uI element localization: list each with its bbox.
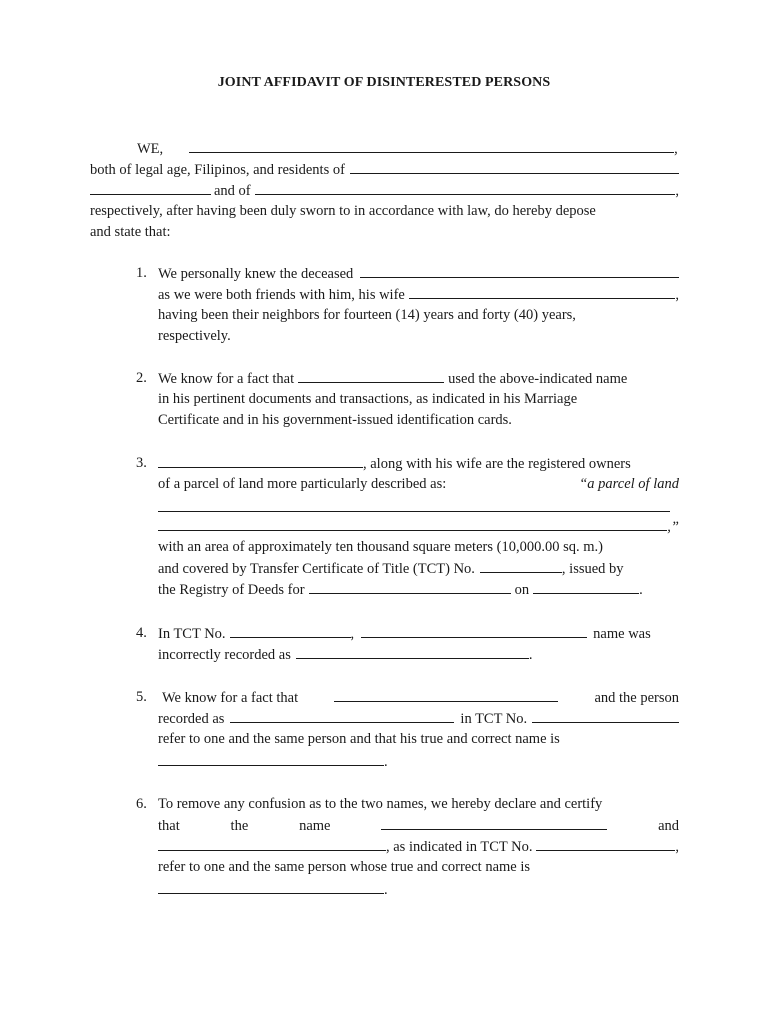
incorrect-name-blank[interactable] [296, 644, 529, 659]
we-label: WE, [137, 141, 164, 157]
and-word: and [658, 818, 679, 834]
deceased-text: We personally knew the deceased [158, 266, 354, 282]
in-tct-text: in TCT No. [460, 711, 528, 727]
certificate-text: Certificate and in his government-issued identification cards. [158, 412, 512, 428]
item-4-line-2 [158, 644, 679, 665]
name-was-text: name was [593, 626, 651, 642]
item-1-line-2 [158, 284, 679, 305]
area-text: with an area of approximately ten thousand square meters (10,000.00 sq. m.) [158, 539, 603, 555]
item-1-line-3 [158, 305, 679, 326]
registered-owners-text: , along with his wife are the registered owners [363, 456, 631, 472]
registry-location-blank[interactable] [309, 579, 511, 594]
intro-line-3 [90, 180, 679, 201]
residence-blank-1[interactable] [350, 159, 679, 174]
comma: , [675, 287, 679, 303]
recorded-name-blank[interactable] [361, 623, 587, 638]
item-3-line-1 [158, 453, 679, 474]
tct-number-blank-2[interactable] [230, 623, 351, 638]
documents-text: in his pertinent documents and transactions, as indicated in his Marriage [158, 391, 578, 407]
state-text: and state that: [90, 224, 171, 240]
intro-line-2 [90, 159, 679, 180]
respectively-text: respectively. [158, 328, 231, 344]
know-fact-text: We know for a fact that [158, 371, 295, 387]
the-word: the [230, 818, 249, 834]
second-name-blank[interactable] [158, 836, 386, 851]
item-1-line-4 [158, 326, 679, 347]
affiants-names-blank[interactable] [189, 138, 674, 153]
correct-name-blank-2[interactable] [158, 879, 384, 894]
as-indicated-text: , as indicated in TCT No. [386, 839, 533, 855]
item-3-line-5 [158, 537, 679, 558]
tct-number-blank-3[interactable] [532, 708, 679, 723]
item-4-line-1 [158, 623, 679, 644]
residence-blank-2[interactable] [90, 180, 211, 195]
and-of-text: and of [214, 183, 251, 199]
closing-quote: ,” [667, 519, 679, 535]
intro-line-5 [90, 222, 679, 243]
and-person-text: and the person [594, 690, 679, 706]
whose-true-name-text: refer to one and the same person whose true and correct name is [158, 859, 531, 875]
same-person-text: refer to one and the same person and that his true and correct name is [158, 731, 560, 747]
item-5-line-2 [158, 708, 679, 729]
tct-covered-text: and covered by Transfer Certificate of Title (TCT) No. [158, 561, 475, 577]
period: . [528, 647, 533, 663]
item-2-line-2 [158, 389, 679, 410]
item-3-line-3 [158, 497, 670, 518]
true-name-blank[interactable] [334, 687, 558, 702]
in-tct-text: In TCT No. [158, 626, 226, 642]
on-text: on [514, 582, 530, 598]
comma: , [350, 626, 355, 642]
item-4-number: 4. [136, 625, 147, 641]
that-word: that [158, 818, 180, 834]
issued-by-text: , issued by [561, 561, 624, 577]
parcel-text: of a parcel of land more particularly described as: [158, 476, 447, 492]
name-word: name [299, 818, 331, 834]
correct-name-blank-1[interactable] [158, 751, 384, 766]
item-2-line-1 [158, 368, 679, 389]
item-5-number: 5. [136, 689, 147, 705]
legal-age-text: both of legal age, Filipinos, and residents of [90, 162, 345, 178]
recorded-as-blank[interactable] [230, 708, 454, 723]
period: . [384, 754, 388, 770]
document-title: JOINT AFFIDAVIT OF DISINTERESTED PERSONS [217, 75, 551, 90]
item-3-line-2 [158, 474, 679, 495]
parcel-quote-text: “a parcel of land [579, 476, 679, 492]
registry-text: the Registry of Deeds for [158, 582, 305, 598]
item-5-line-3 [158, 729, 679, 750]
item-6-line-3 [158, 836, 679, 857]
item-3-line-7 [158, 579, 679, 600]
residence-blank-3[interactable] [255, 180, 676, 195]
item-1-number: 1. [136, 265, 147, 281]
incorrectly-text: incorrectly recorded as [158, 647, 291, 663]
item-3-number: 3. [136, 455, 147, 471]
item-6-number: 6. [136, 796, 147, 812]
deceased-name-blank[interactable] [360, 263, 679, 278]
item-1-line-1 [158, 263, 679, 284]
item-6-line-4 [158, 857, 679, 878]
comma: , [675, 839, 679, 855]
tct-number-blank-4[interactable] [536, 836, 675, 851]
remove-confusion-text: To remove any confusion as to the two names, we hereby declare and certify [158, 796, 603, 812]
land-description-blank-2[interactable] [158, 516, 667, 531]
comma: , [674, 141, 678, 157]
item-6-line-5 [158, 879, 679, 900]
know-fact-text: We know for a fact that [162, 690, 299, 706]
item-2-line-3 [158, 410, 679, 431]
sworn-text: respectively, after having been duly sworn to in accordance with law, do hereby depose [90, 203, 596, 219]
used-name-text: used the above-indicated name [448, 371, 628, 387]
period: . [384, 882, 388, 898]
neighbors-text: having been their neighbors for fourteen (14) years and forty (40) years, [158, 307, 576, 323]
intro-line-4 [90, 201, 679, 222]
item-2-number: 2. [136, 370, 147, 386]
land-description-blank-1[interactable] [158, 497, 670, 512]
item-5-line-1 [162, 687, 679, 708]
item-6-line-1 [158, 794, 679, 815]
item-6-line-2 [158, 815, 679, 836]
first-name-blank[interactable] [381, 815, 607, 830]
tct-number-blank-1[interactable] [480, 558, 562, 573]
owner-name-blank[interactable] [158, 453, 363, 468]
recorded-as-text: recorded as [158, 711, 225, 727]
item-3-line-6 [158, 558, 679, 579]
intro-line-1 [137, 138, 679, 159]
friends-text: as we were both friends with him, his wife [158, 287, 405, 303]
wife-name-blank[interactable] [409, 284, 676, 299]
person-name-blank[interactable] [298, 368, 444, 383]
issue-date-blank[interactable] [533, 579, 639, 594]
item-3-line-4 [158, 516, 679, 537]
period: . [639, 582, 643, 598]
item-5-line-4 [158, 751, 679, 772]
comma: , [675, 183, 679, 199]
